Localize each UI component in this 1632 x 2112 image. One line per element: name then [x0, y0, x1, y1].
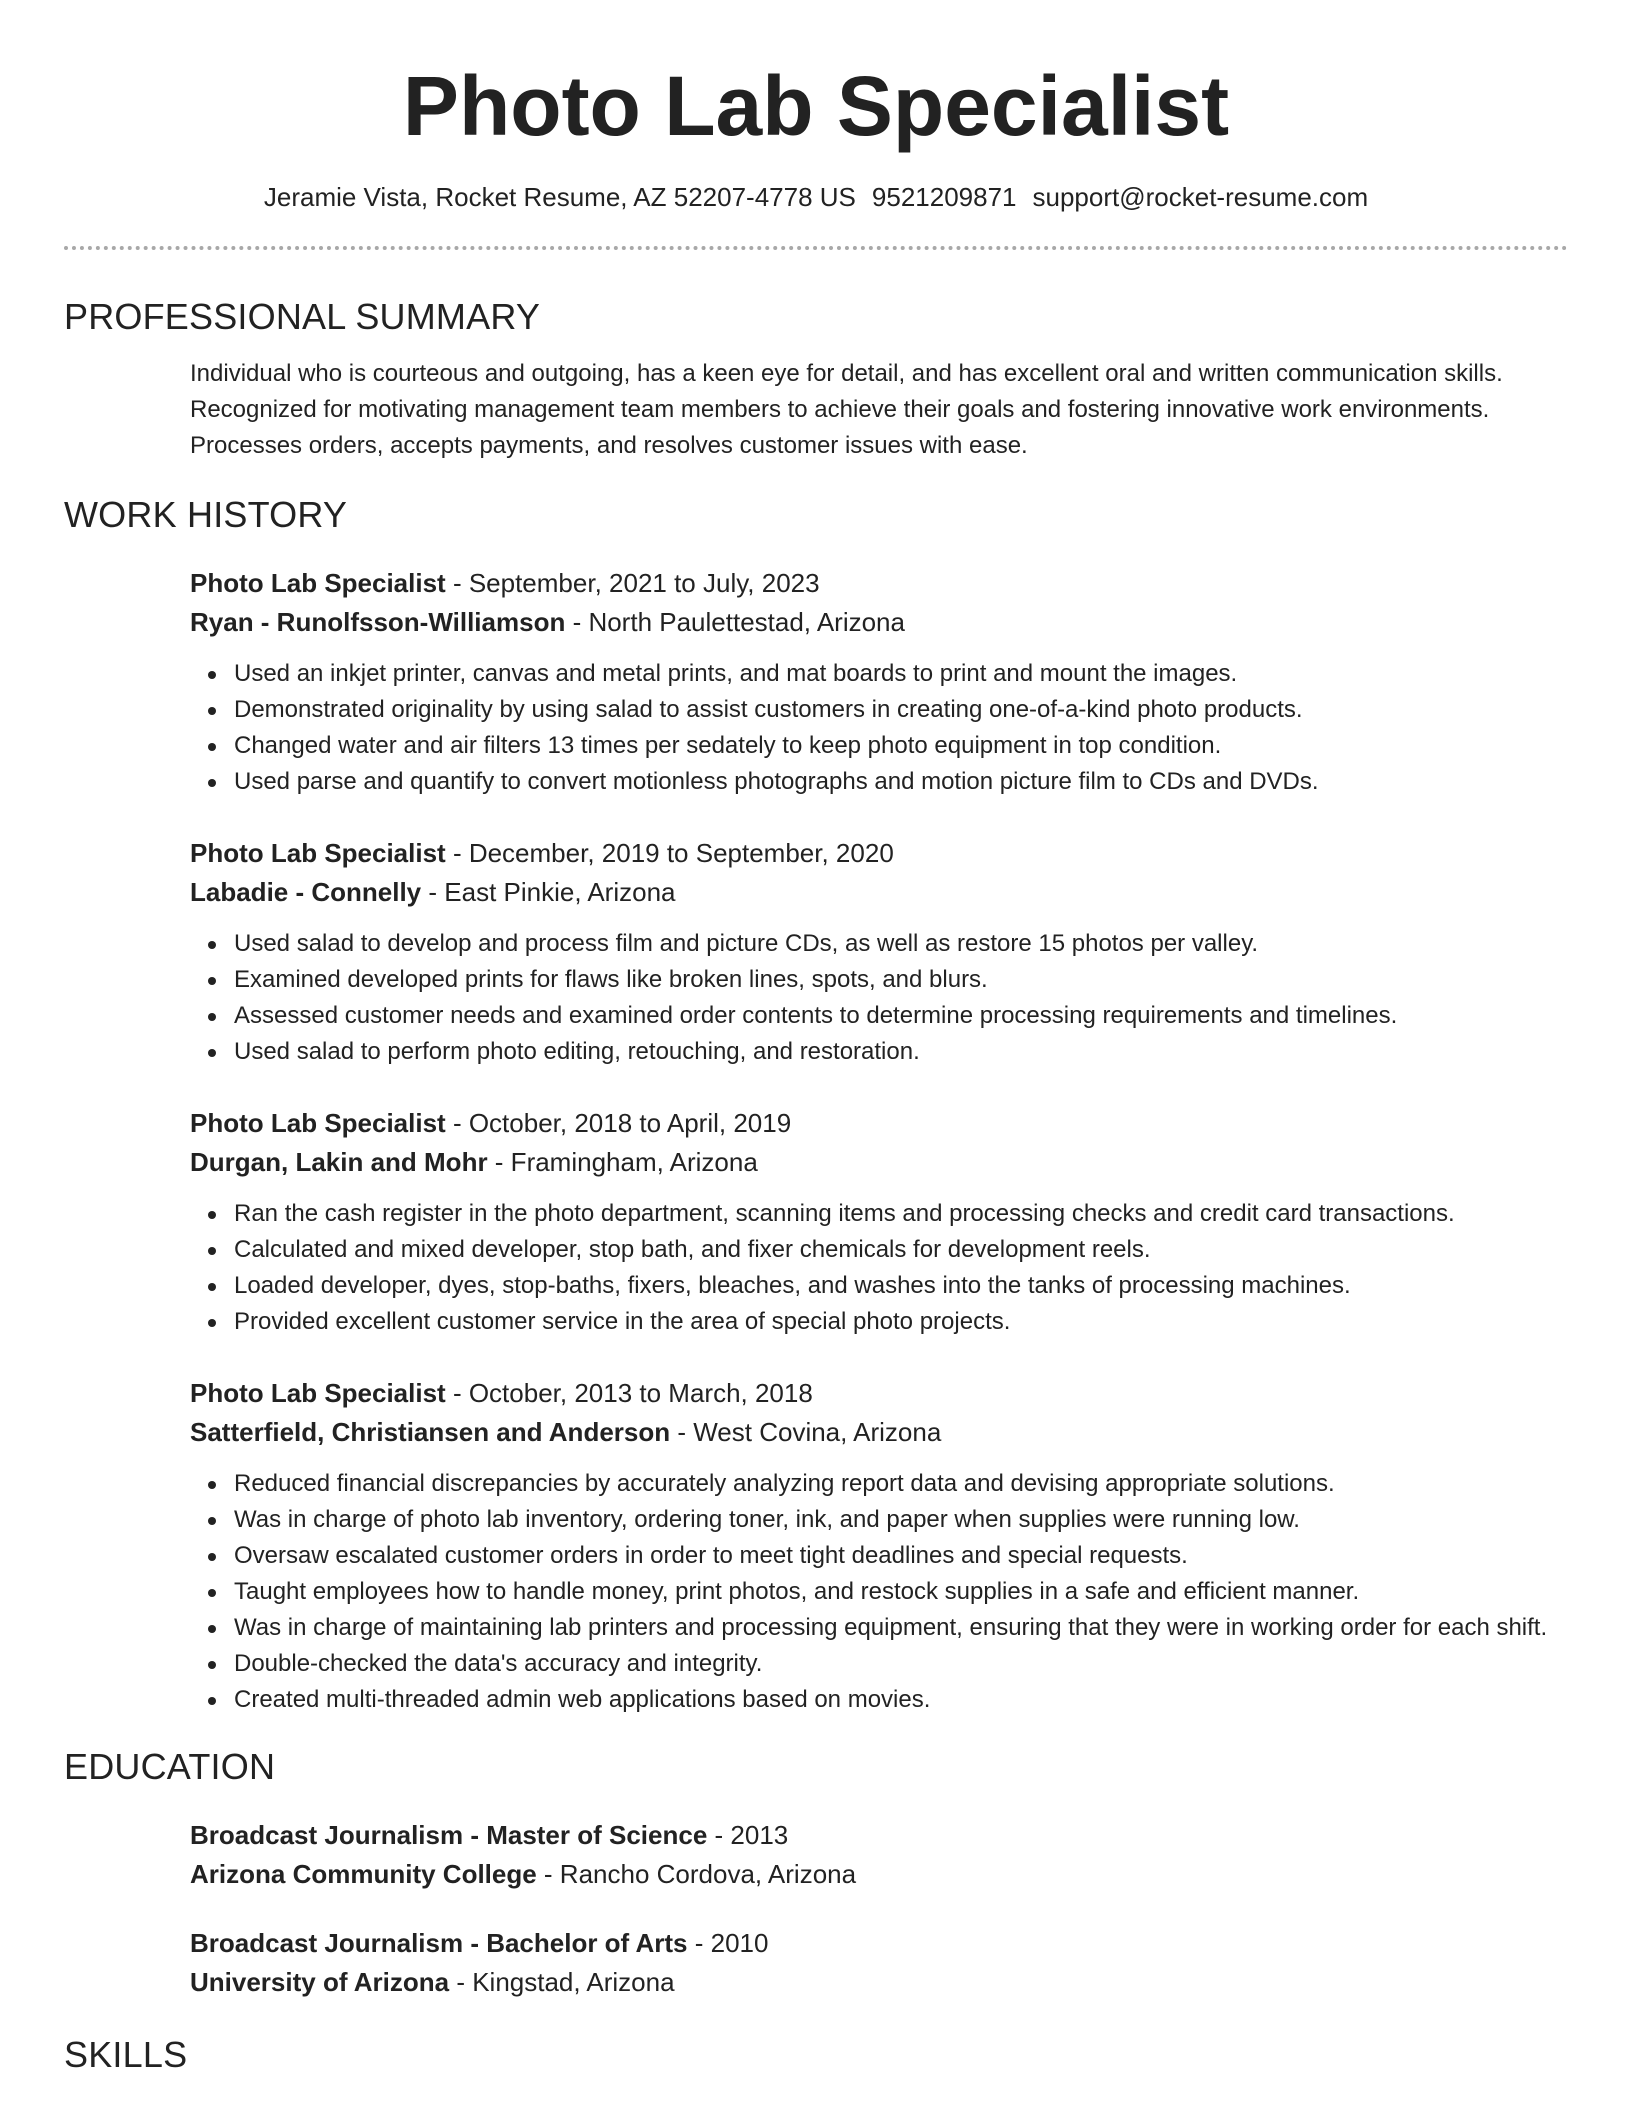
job-bullet: Changed water and air filters 13 times per sedately to keep photo equipment in top condition.	[190, 728, 1568, 764]
contact-address: Jeramie Vista, Rocket Resume, AZ 52207-4778 US	[263, 182, 856, 212]
education-degree: Broadcast Journalism - Master of Science	[190, 1820, 708, 1850]
contact-email: support@rocket-resume.com	[1032, 182, 1369, 212]
education-school: Arizona Community College	[190, 1859, 537, 1889]
job-company-line	[190, 603, 1568, 642]
job-bullet: Loaded developer, dyes, stop-baths, fixers, bleaches, and washes into the tanks of processing machines.	[190, 1268, 1568, 1304]
job-dates: - October, 2018 to April, 2019	[445, 1108, 792, 1138]
job-role-line	[190, 564, 1568, 603]
job-dates: - December, 2019 to September, 2020	[445, 838, 894, 868]
job-company-line	[190, 1143, 1568, 1182]
section-title-summary: PROFESSIONAL SUMMARY	[64, 296, 541, 337]
job-dates: - September, 2021 to July, 2023	[445, 568, 820, 598]
job-bullet: Was in charge of maintaining lab printers and processing equipment, ensuring that they were in working order for each shift.	[190, 1610, 1568, 1646]
section-title-work-history: WORK HISTORY	[64, 494, 348, 535]
job-role: Photo Lab Specialist	[190, 838, 446, 868]
job-bullet: Ran the cash register in the photo department, scanning items and processing checks and credit card transactions.	[190, 1196, 1568, 1232]
contact-line	[64, 180, 1568, 214]
education-location: - Rancho Cordova, Arizona	[536, 1859, 857, 1889]
job-bullet: Examined developed prints for flaws like broken lines, spots, and blurs.	[190, 962, 1568, 998]
header-divider	[64, 246, 1568, 250]
job-bullet: Was in charge of photo lab inventory, ordering toner, ink, and paper when supplies were running low.	[190, 1502, 1568, 1538]
section-title-education: EDUCATION	[64, 1746, 276, 1787]
job-location: - West Covina, Arizona	[670, 1417, 942, 1447]
education-year: - 2013	[707, 1820, 789, 1850]
job-bullet: Double-checked the data's accuracy and integrity.	[190, 1646, 1568, 1682]
job-bullet: Oversaw escalated customer orders in order to meet tight deadlines and special requests.	[190, 1538, 1568, 1574]
resume-page	[64, 0, 1568, 2078]
job-bullet: Provided excellent customer service in the area of special photo projects.	[190, 1304, 1568, 1340]
education-location: - Kingstad, Arizona	[449, 1967, 675, 1997]
education-school-line	[190, 1855, 1568, 1894]
job-bullet: Used parse and quantify to convert motionless photographs and motion picture film to CDs and DVDs.	[190, 764, 1568, 800]
education-entry	[190, 1924, 1568, 2002]
job-role: Photo Lab Specialist	[190, 1108, 446, 1138]
job-bullet: Assessed customer needs and examined order contents to determine processing requirements and timelines.	[190, 998, 1568, 1034]
job-bullet: Demonstrated originality by using salad to assist customers in creating one-of-a-kind photo products.	[190, 692, 1568, 728]
job-entry	[190, 564, 1568, 800]
job-role-line	[190, 1104, 1568, 1143]
job-role-line	[190, 1374, 1568, 1413]
job-bullet: Created multi-threaded admin web applications based on movies.	[190, 1682, 1568, 1718]
job-role: Photo Lab Specialist	[190, 1378, 446, 1408]
education-degree-line	[190, 1924, 1568, 1963]
job-bullets	[190, 1196, 1568, 1340]
summary-text: Individual who is courteous and outgoing, has a keen eye for detail, and has excellent oral and written communication skills. Recognized for motivating management team members to achieve their goals and fostering innovative work environments. Processes orders, accepts payments, and resolves customer issues with ease.	[190, 360, 1503, 459]
job-company-line	[190, 873, 1568, 912]
job-company: Labadie - Connelly	[190, 877, 422, 907]
education-year: - 2010	[687, 1928, 769, 1958]
job-bullet: Used salad to perform photo editing, retouching, and restoration.	[190, 1034, 1568, 1070]
job-bullet: Used salad to develop and process film and picture CDs, as well as restore 15 photos per valley.	[190, 926, 1568, 962]
job-bullets	[190, 926, 1568, 1070]
job-company-line	[190, 1413, 1568, 1452]
job-location: - East Pinkie, Arizona	[421, 877, 676, 907]
education-school: University of Arizona	[190, 1967, 450, 1997]
job-role: Photo Lab Specialist	[190, 568, 446, 598]
job-bullet: Reduced financial discrepancies by accurately analyzing report data and devising appropriate solutions.	[190, 1466, 1568, 1502]
job-location: - Framingham, Arizona	[487, 1147, 758, 1177]
education-school-line	[190, 1963, 1568, 2002]
job-entry	[190, 1374, 1568, 1718]
job-bullet: Used an inkjet printer, canvas and metal prints, and mat boards to print and mount the images.	[190, 656, 1568, 692]
job-role-line	[190, 834, 1568, 873]
job-bullet: Taught employees how to handle money, print photos, and restock supplies in a safe and efficient manner.	[190, 1574, 1568, 1610]
resume-title: Photo Lab Specialist	[402, 59, 1230, 153]
education-entry	[190, 1816, 1568, 1894]
education-degree-line	[190, 1816, 1568, 1855]
education-degree: Broadcast Journalism - Bachelor of Arts	[190, 1928, 688, 1958]
contact-phone: 9521209871	[871, 182, 1017, 212]
job-bullets	[190, 656, 1568, 800]
job-entry	[190, 834, 1568, 1070]
job-bullets	[190, 1466, 1568, 1718]
job-location: - North Paulettestad, Arizona	[565, 607, 905, 637]
section-title-skills: SKILLS	[64, 2034, 188, 2075]
job-dates: - October, 2013 to March, 2018	[445, 1378, 813, 1408]
job-entry	[190, 1104, 1568, 1340]
job-bullet: Calculated and mixed developer, stop bath, and fixer chemicals for development reels.	[190, 1232, 1568, 1268]
job-company: Ryan - Runolfsson-Williamson	[190, 607, 566, 637]
job-company: Durgan, Lakin and Mohr	[190, 1147, 488, 1177]
job-company: Satterfield, Christiansen and Anderson	[190, 1417, 671, 1447]
